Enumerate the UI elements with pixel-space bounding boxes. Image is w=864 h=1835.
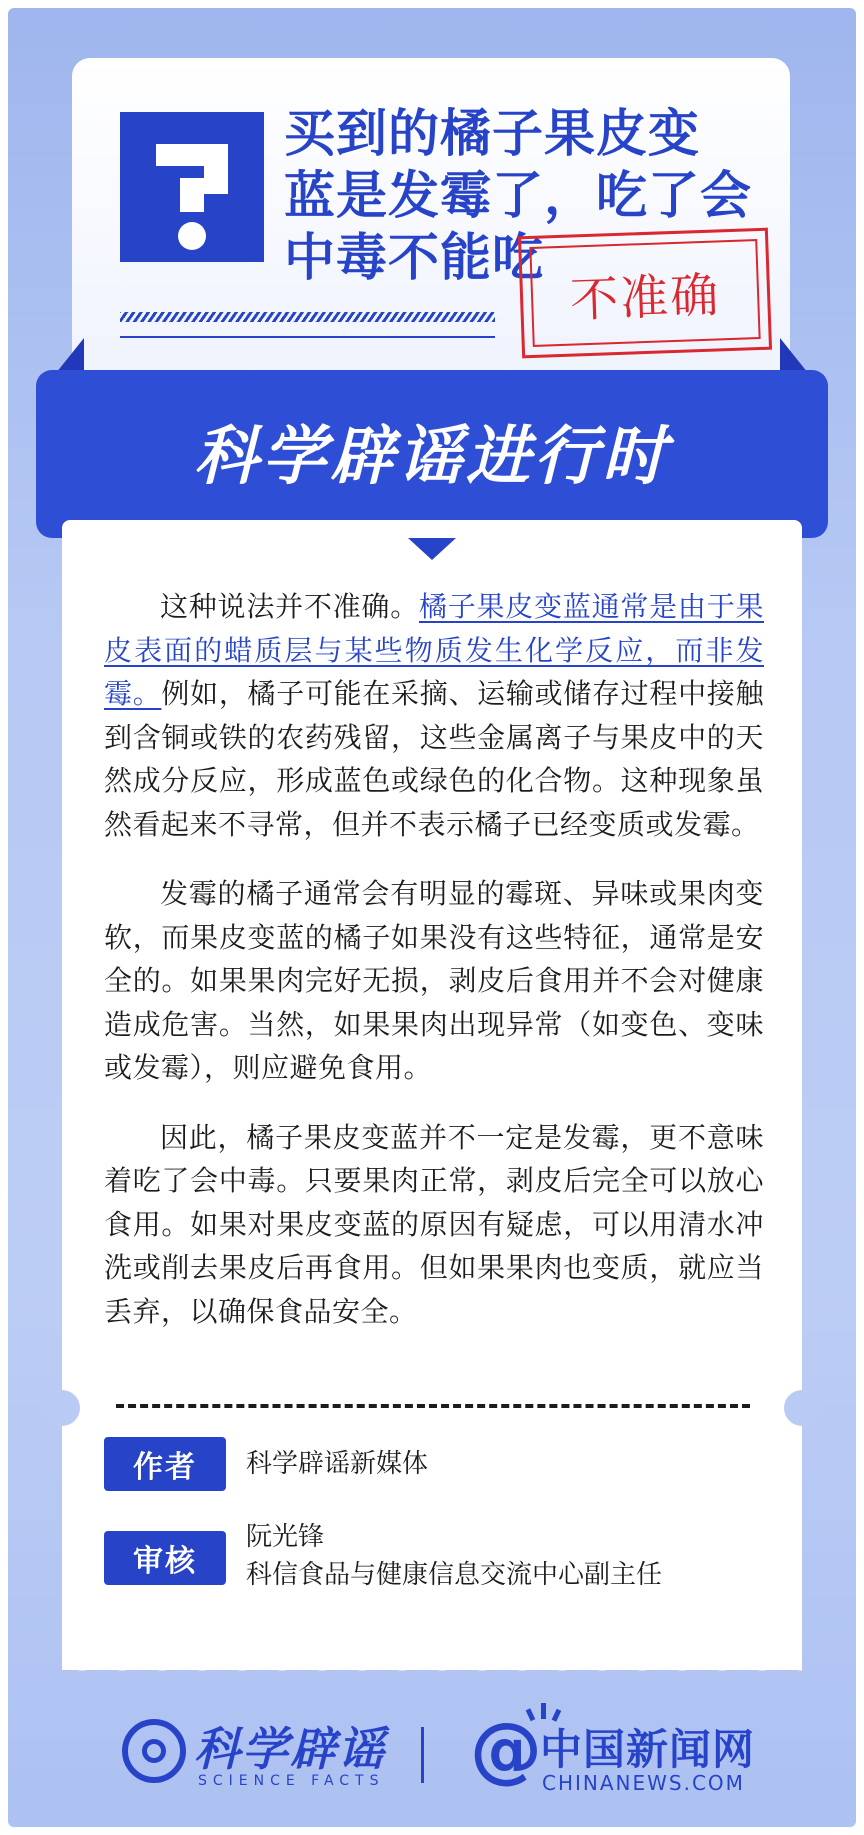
dashed-divider xyxy=(116,1404,750,1408)
chinanews-logo xyxy=(470,1707,760,1801)
paragraph-1-intro: 这种说法并不准确。 xyxy=(160,590,419,623)
science-facts-logo-icon xyxy=(122,1719,186,1783)
question-mark-icon xyxy=(120,112,264,262)
reviewer-name: 阮光锋 xyxy=(246,1522,325,1552)
ticket-notch-left xyxy=(44,1390,80,1426)
chinanews-logo-subtext: CHINANEWS.COM xyxy=(542,1771,745,1795)
question-mark-glyph xyxy=(120,112,264,262)
logo-divider xyxy=(421,1727,424,1783)
paragraph-1 xyxy=(104,585,764,846)
footer xyxy=(0,1705,864,1815)
science-facts-logo-text: 科学辟谣 xyxy=(194,1722,386,1776)
chinanews-logo-text: 中国新闻网 xyxy=(540,1725,756,1774)
author-label: 作者 xyxy=(104,1437,226,1491)
science-facts-logo xyxy=(122,1713,412,1797)
decorative-stripes xyxy=(120,312,495,322)
headline-line-3: 中毒不能吃 xyxy=(284,229,545,288)
chinanews-at-icon: @ xyxy=(470,1707,542,1791)
headline-line-1: 买到的橘子果皮变 xyxy=(284,105,701,164)
reviewer-info xyxy=(246,1518,662,1594)
verdict-stamp-inner xyxy=(529,239,760,347)
verdict-stamp-text: 不准确 xyxy=(569,266,722,329)
banner-title: 科学辟谣进行时 xyxy=(194,420,670,494)
paragraph-2: 发霉的橘子通常会有明显的霉斑、异味或果肉变软，而果皮变蓝的橘子如果没有这些特征，通常是安全的。如果果肉完好无损，剥皮后食用并不会对健康造成危害。当然，如果果肉出现异常（如变色、变味或发霉），则应避免食用。 xyxy=(104,877,764,1084)
paragraph-1-highlight: 橘子果皮变蓝通常是由于果皮表面的蜡质层与某些物质发生化学反应，而非发霉。 xyxy=(104,590,764,710)
headline-line-2: 蓝是发霉了，吃了会 xyxy=(284,167,753,226)
reviewer-title: 科信食品与健康信息交流中心副主任 xyxy=(246,1560,663,1590)
decorative-line xyxy=(120,336,495,338)
article-body xyxy=(104,585,764,1359)
card-scalloped-edge xyxy=(62,1650,802,1684)
reviewer-label: 审核 xyxy=(104,1531,226,1585)
paragraph-3: 因此，橘子果皮变蓝并不一定是发霉，更不意味着吃了会中毒。只要果肉正常，剥皮后完全可以放心食用。如果对果皮变蓝的原因有疑虑，可以用清水冲洗或削去果皮后再食用。但如果果肉也变质，就应当丢弃，以确保食品安全。 xyxy=(104,1120,764,1328)
ticket-notch-right xyxy=(784,1390,820,1426)
pointer-triangle-icon xyxy=(408,538,456,560)
verdict-stamp xyxy=(518,228,772,359)
paragraph-1-rest: 例如，橘子可能在采摘、运输或储存过程中接触到含铜或铁的农药残留，这些金属离子与果皮中的天然成分反应，形成蓝色或绿色的化合物。这种现象虽然看起来不寻常，但并不表示橘子已经变质或发霉。 xyxy=(104,677,764,841)
author-value: 科学辟谣新媒体 xyxy=(246,1449,429,1479)
science-facts-logo-subtext: SCIENCE FACTS xyxy=(198,1773,385,1789)
